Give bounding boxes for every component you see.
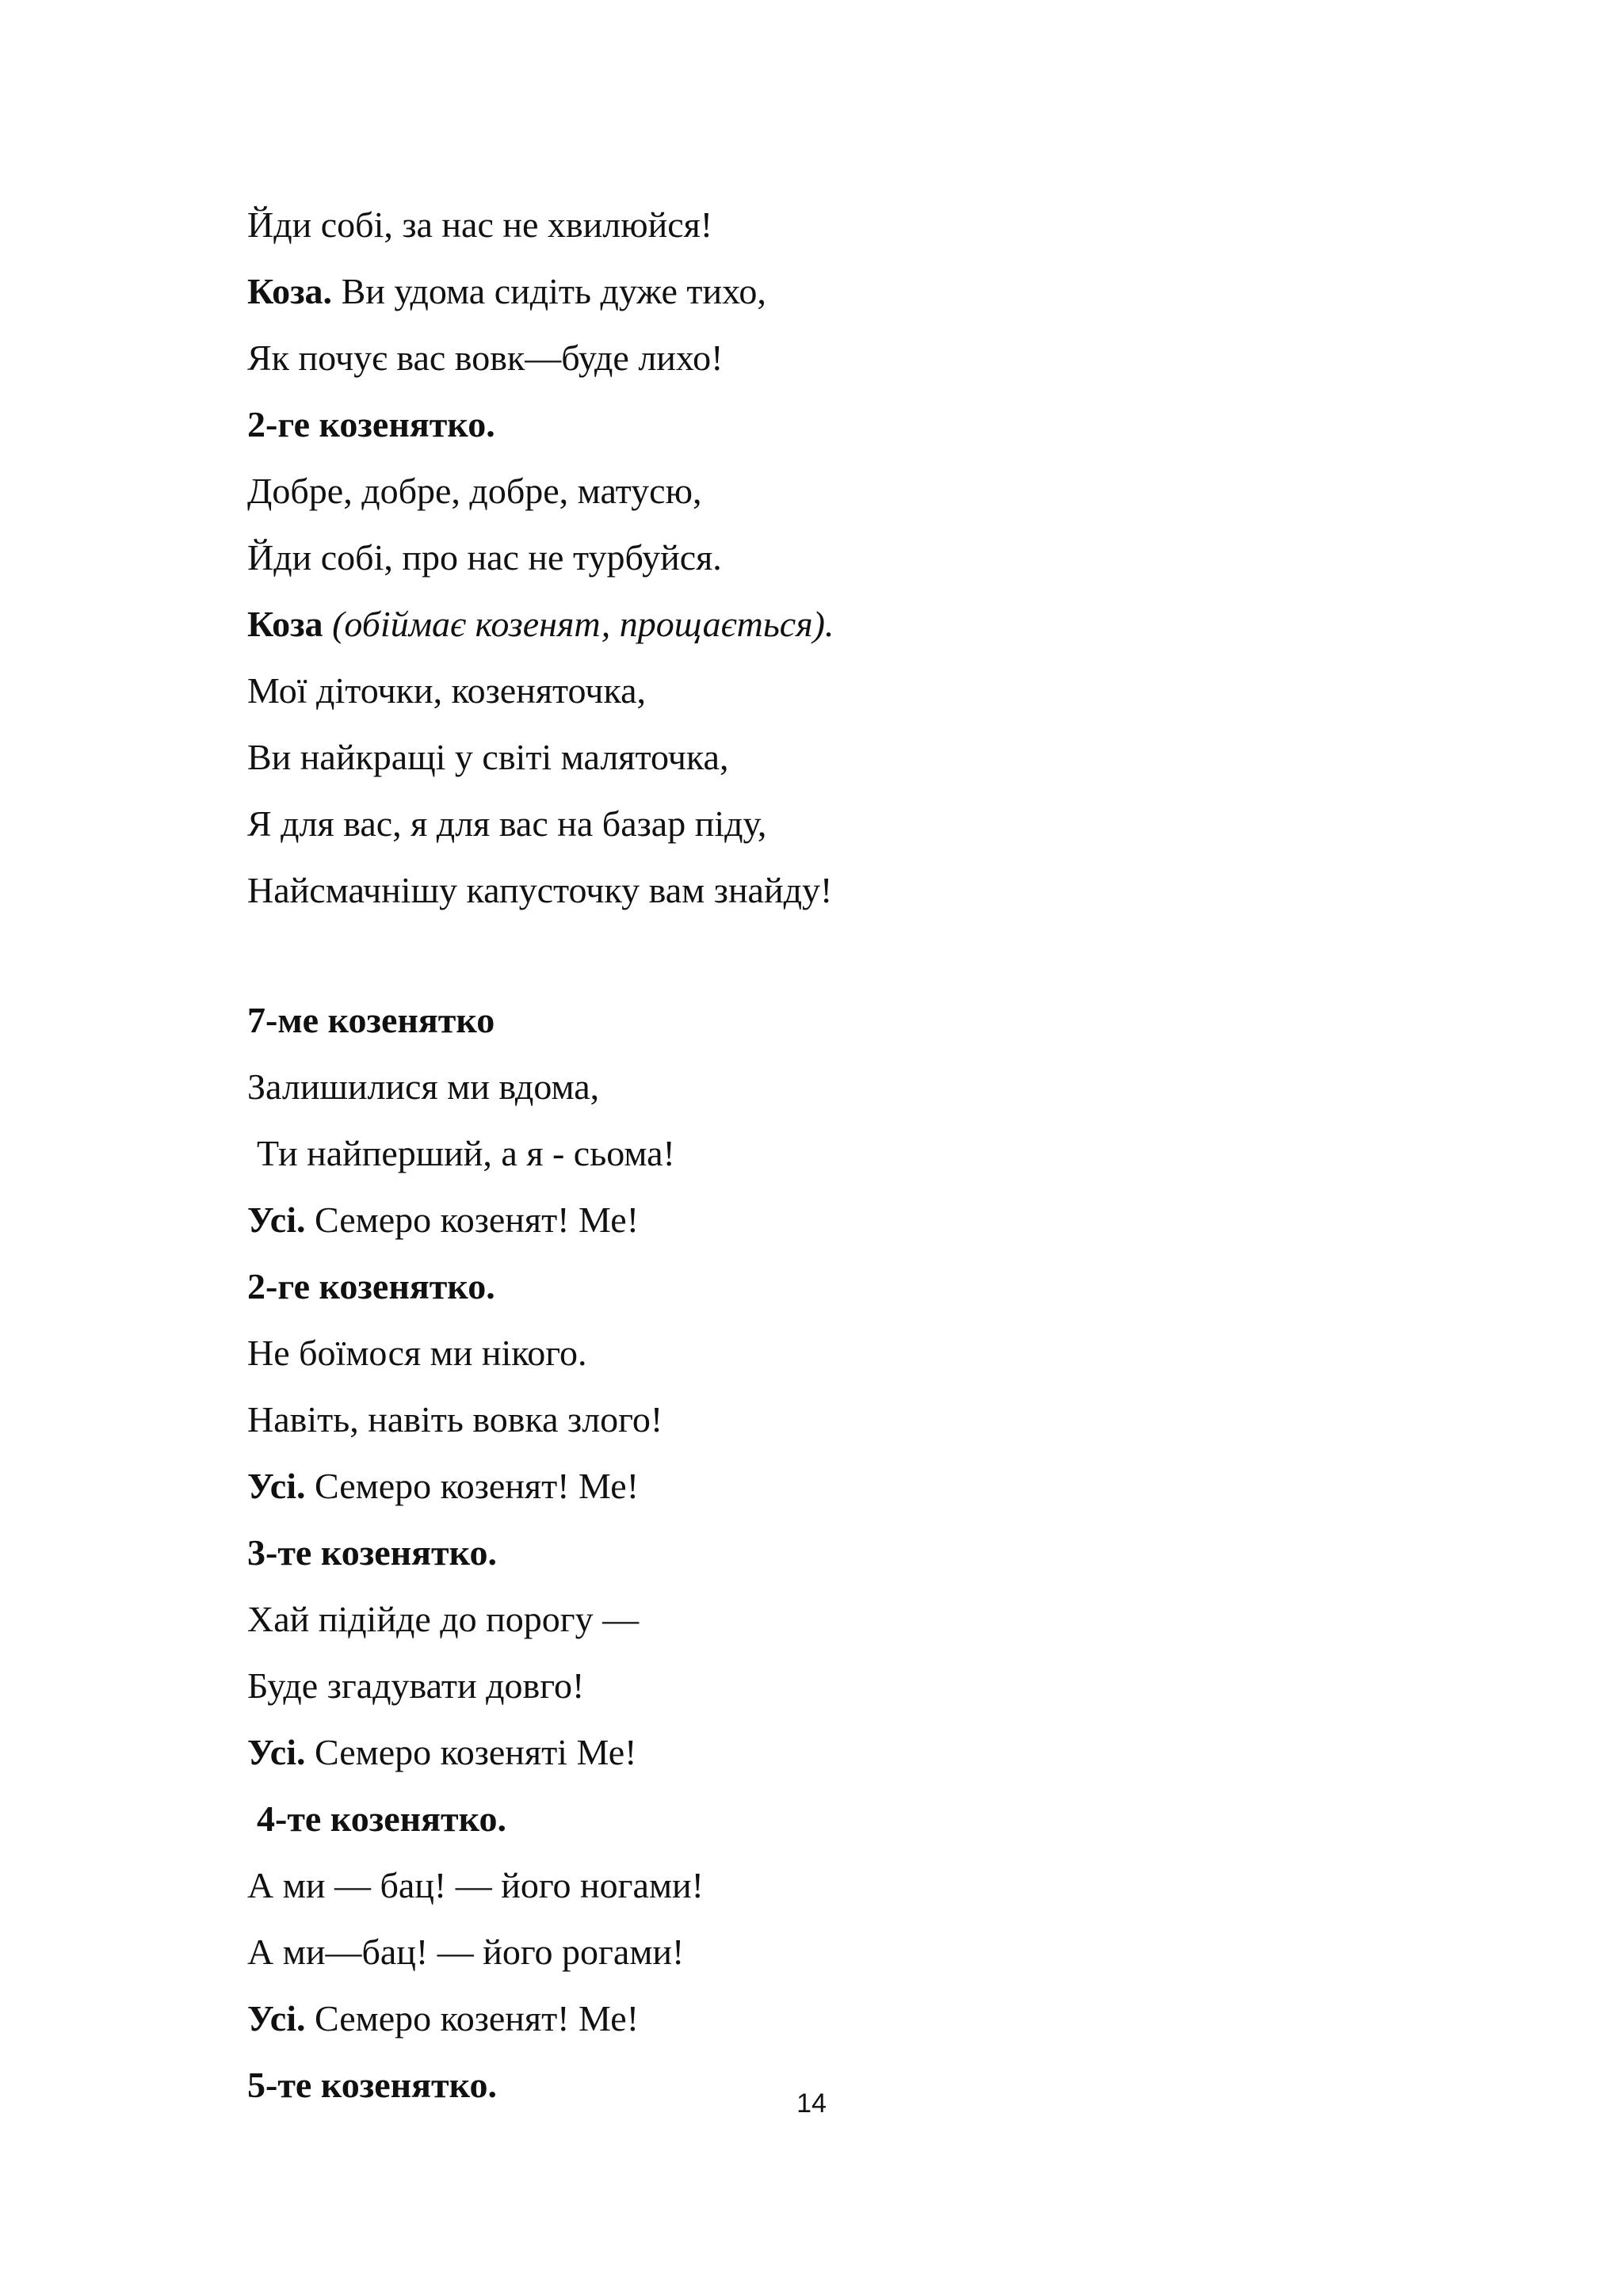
speaker-heading: 4-те козенятко. [257,1798,507,1839]
play-text [247,192,1436,2119]
speaker-name: Усі. [247,1998,306,2039]
text-line: Йди собі, за нас не хвилюйся! [247,204,713,245]
text-line: Добре, добре, добре, матусю, [247,471,702,511]
speaker-heading: 7-ме козенятко [247,1000,495,1040]
text-line: Йди собі, про нас не турбуйся. [247,537,722,578]
speaker-name: Коза [247,604,323,644]
text-line: Мої діточки, козеняточка, [247,670,647,711]
dialogue-line: Усі. Семеро козенят! Ме! [247,1998,640,2039]
text-line: Буде згадувати довго! [247,1665,585,1706]
text-line: Хай підійде до порогу — [247,1599,640,1639]
speaker-heading: 3-те козенятко. [247,1532,498,1573]
speaker-name: Усі. [247,1466,306,1506]
dialogue-line: Усі. Семеро козеняті Ме! [247,1732,637,1772]
text-line: Як почує вас вовк—буде лихо! [247,338,724,378]
speaker-heading [247,591,1436,658]
text-line: Не боїмося ми нікого. [247,1333,587,1373]
text-line: А ми—бац! — його рогами! [247,1932,685,1972]
speaker-heading: 2-ге козенятко. [247,404,495,444]
speaker-name: Коза. [247,271,333,311]
speaker-heading: 5-те козенятко. [247,2065,498,2105]
stage-direction: (обіймає козенят, прощається). [332,604,834,644]
dialogue-line: Усі. Семеро козенят! Ме! [247,1199,640,1240]
text-line: Я для вас, я для вас на базар піду, [247,803,767,844]
speaker-heading: 2-ге козенятко. [247,1266,495,1306]
text-line: Навіть, навіть вовка злого! [247,1399,663,1440]
speaker-name: Усі. [247,1732,306,1772]
text-line: Ти найперший, а я - сьома! [257,1133,675,1173]
page-number: 14 [796,2088,827,2119]
dialogue-line: Коза. Ви удома сидіть дуже тихо, [247,271,766,311]
section-break [247,924,1436,987]
text-line: Найсмачнішу капусточку вам знайду! [247,870,833,910]
text-line: Ви найкращі у світі маляточка, [247,737,729,777]
dialogue-line: Усі. Семеро козенят! Ме! [247,1466,640,1506]
speaker-name: Усі. [247,1199,306,1240]
text-line: Залишилися ми вдома, [247,1066,600,1107]
text-line: А ми — бац! — його ногами! [247,1865,704,1905]
